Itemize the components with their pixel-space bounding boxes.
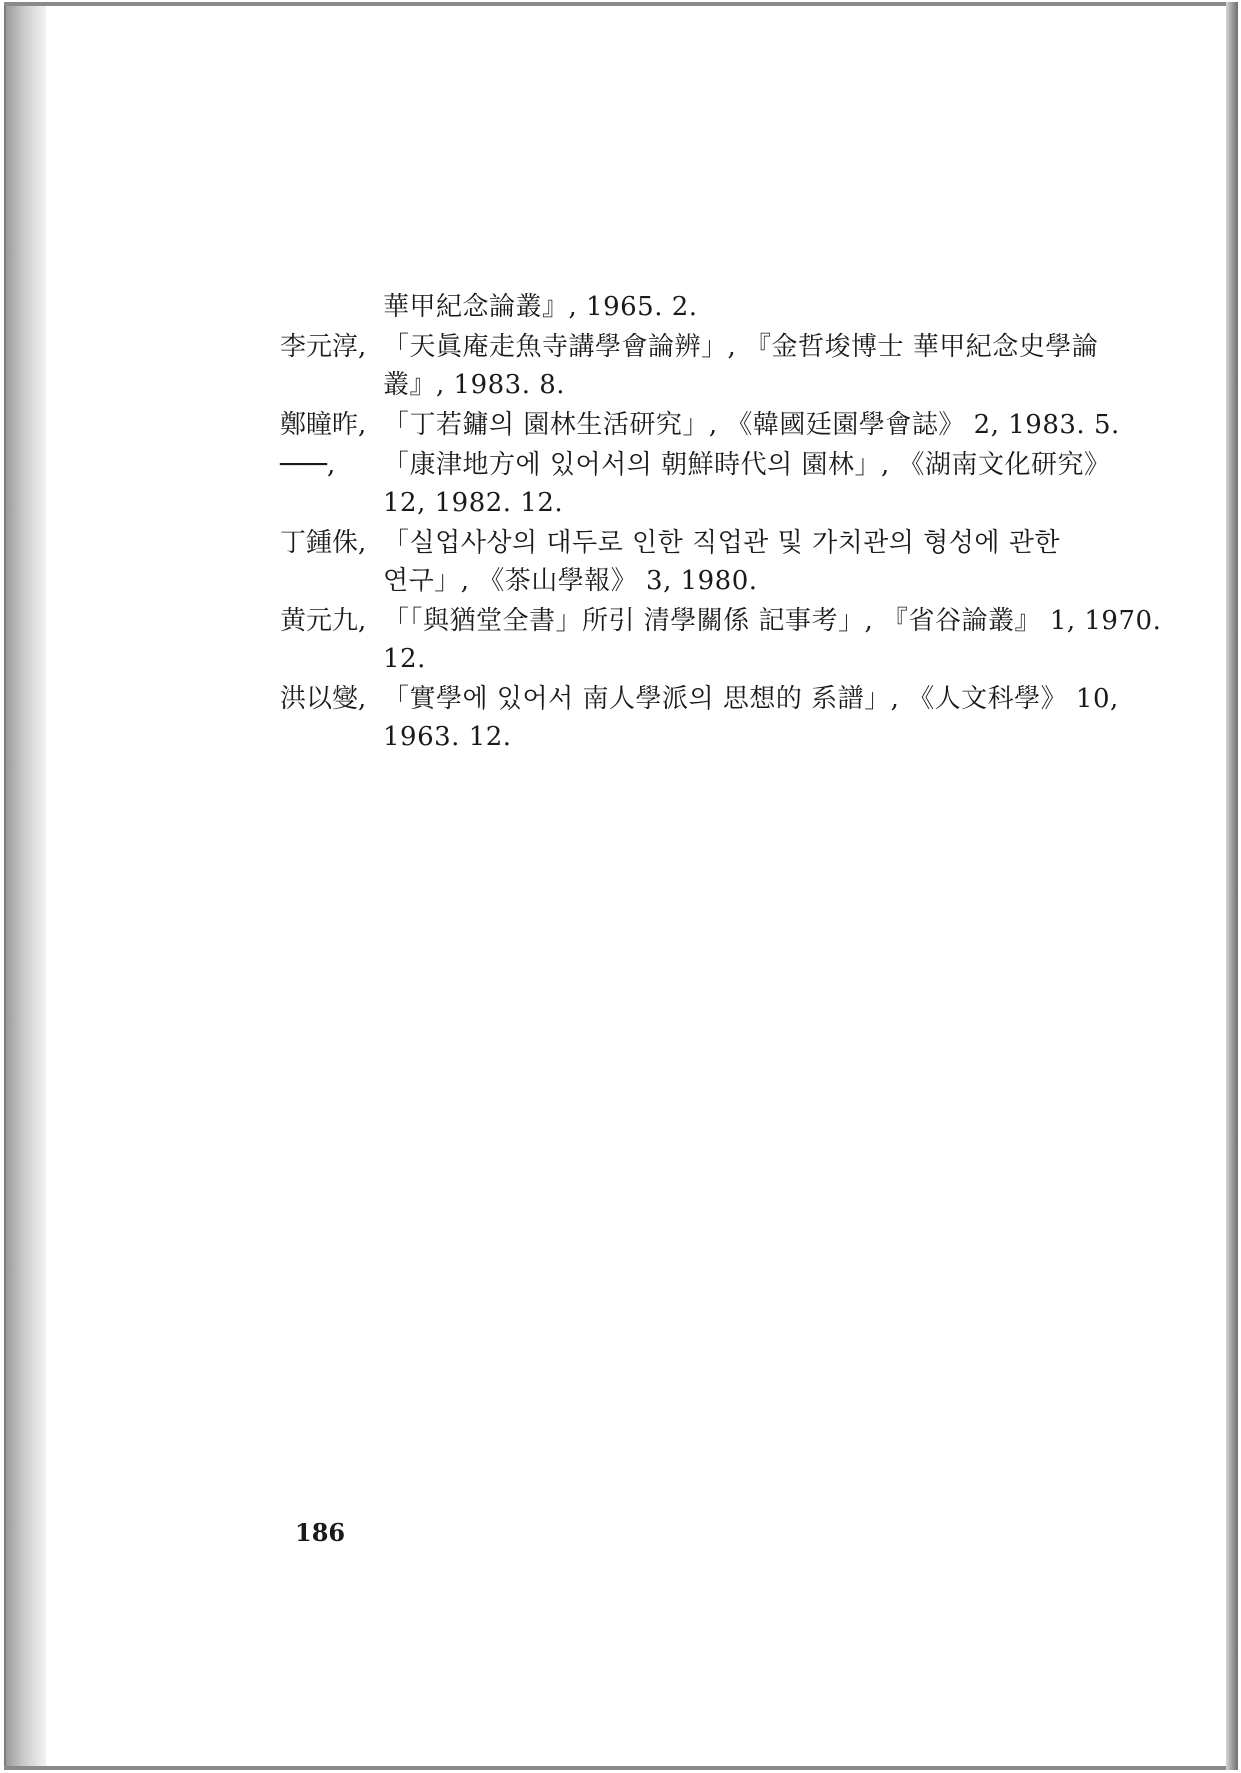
reference-author: 黄元九, xyxy=(280,606,367,636)
reference-author: 李元淳, xyxy=(280,332,367,362)
reference-line: 「실업사상의 대두로 인한 직업관 및 가치관의 형성에 관한 xyxy=(383,528,1061,558)
reference-line: 「丁若鏞의 園林生活研究」, 《韓國廷園學會誌》 2, 1983. 5. xyxy=(383,410,1120,440)
reference-line: 叢』, 1983. 8. xyxy=(383,370,566,400)
reference-author: 洪以燮, xyxy=(280,684,367,714)
reference-line: 「康津地方에 있어서의 朝鮮時代의 園林」, 《湖南文化研究》 xyxy=(383,450,1111,480)
page-number: 186 xyxy=(295,1518,346,1547)
reference-author: ───, xyxy=(280,450,336,480)
reference-author: 鄭瞳昨, xyxy=(280,410,367,440)
reference-line: 12. xyxy=(383,644,426,674)
reference-line: 1963. 12. xyxy=(383,722,512,752)
reference-line: 華甲紀念論叢』, 1965. 2. xyxy=(383,292,698,322)
reference-line: 12, 1982. 12. xyxy=(383,488,564,518)
reference-line: 「實學에 있어서 南人學派의 思想的 系譜」, 《人文科學》 10, xyxy=(383,684,1119,714)
reference-line: 「「與猶堂全書」所引 清學關係 記事考」, 『省谷論叢』 1, 1970. xyxy=(383,606,1162,636)
reference-author: 丁鍾侏, xyxy=(280,528,367,558)
reference-line: 연구」, 《茶山學報》 3, 1980. xyxy=(383,566,758,596)
reference-line: 「天眞庵走魚寺講學會論辨」, 『金哲埈博士 華甲紀念史學論 xyxy=(383,332,1099,362)
